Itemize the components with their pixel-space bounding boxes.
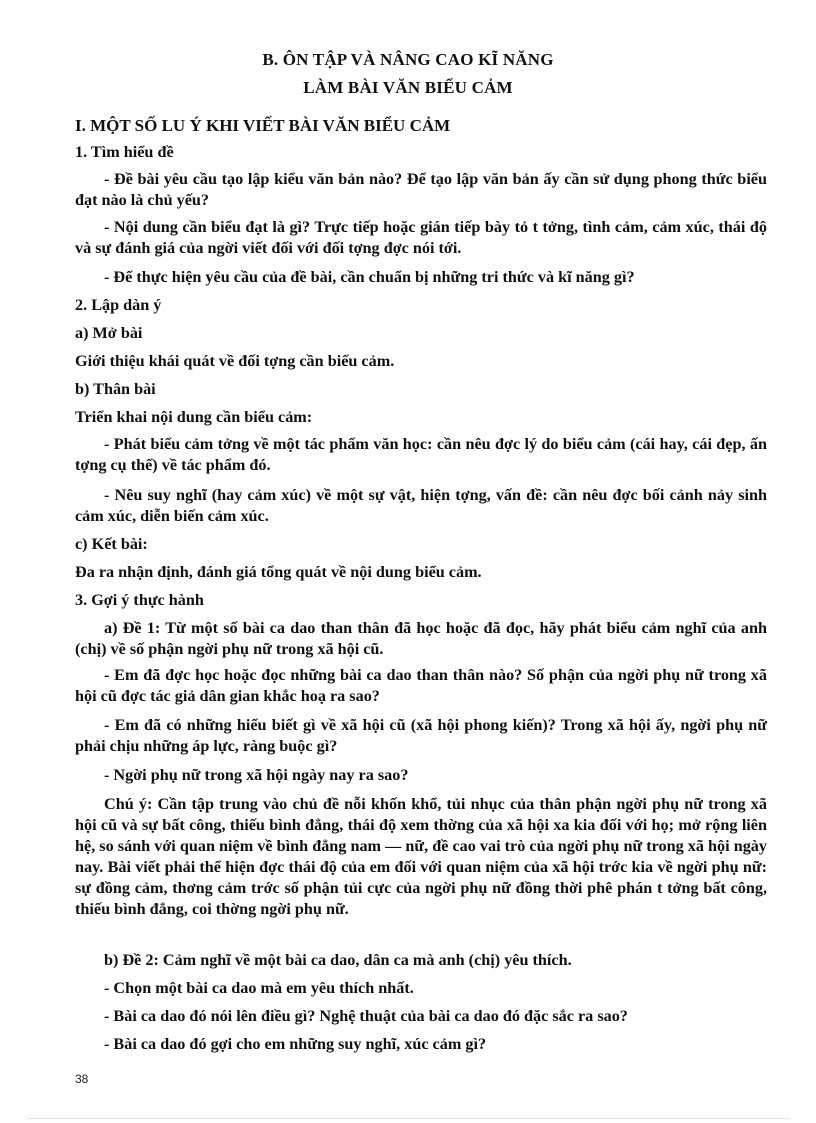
subheading: b) Thân bài <box>75 380 156 398</box>
paragraph: - Ngời phụ nữ trong xã hội ngày nay ra sao? <box>104 766 409 784</box>
paragraph: - Nêu suy nghĩ (hay cảm xúc) về một sự vật, hiện tợng, vấn đề: cần nêu đợc bối cảnh nảy sinh cảm xúc, diễn biến cảm xúc. <box>75 486 767 525</box>
paragraph: - Nội dung cần biểu đạt là gì? Trực tiếp hoặc gián tiếp bày tỏ t tởng, tình cảm, cảm xúc, thái độ và sự đánh giá của ngời viết đối với đối tợng đợc nói tới. <box>75 218 767 257</box>
section-heading: I. MỘT SỐ LU Ý KHI VIẾT BÀI VĂN BIỂU CẢM <box>75 116 451 135</box>
title-line-1: B. ÔN TẬP VÀ NÂNG CAO KĨ NĂNG <box>262 50 554 69</box>
note-paragraph: Chú ý: Cần tập trung vào chủ đề nỗi khốn khổ, tủi nhục của thân phận ngời phụ nữ trong xã hội cũ và sự bất công, thiếu bình đẳng, thái độ xem thờng của xã hội xa kia đối với họ; mở rộng liên hệ, so sánh với quan niệm về bình đẳng nam — nữ, đề cao vai trò của ngời phụ nữ trong xã hội ngày nay. Bài viết phải thể hiện đợc thái độ của em đối với quan niệm của xã hội trớc kia về ngời phụ nữ: sự đồng cảm, thơng cảm trớc số phận tủi cực của ngời phụ nữ đồng thời phê phán t tởng bất công, thiếu bình đẳng, coi thờng ngời phụ nữ. <box>75 795 767 918</box>
paragraph: - Bài ca dao đó nói lên điều gì? Nghệ thuật của bài ca dao đó đặc sắc ra sao? <box>104 1007 628 1025</box>
paragraph: Đa ra nhận định, đánh giá tổng quát về nội dung biểu cảm. <box>75 563 482 581</box>
subheading: a) Mở bài <box>75 324 143 342</box>
subheading: b) Đề 2: Cảm nghĩ về một bài ca dao, dân ca mà anh (chị) yêu thích. <box>104 951 572 969</box>
paragraph: a) Đề 1: Từ một số bài ca dao than thân đã học hoặc đã đọc, hãy phát biểu cảm nghĩ của anh (chị) về số phận ngời phụ nữ trong xã hội cũ. <box>75 619 767 658</box>
paragraph: - Để thực hiện yêu cầu của đề bài, cần chuẩn bị những tri thức và kĩ năng gì? <box>104 268 635 286</box>
paragraph: - Em đã có những hiểu biết gì về xã hội cũ (xã hội phong kiến)? Trong xã hội ấy, ngời phụ nữ phải chịu những áp lực, ràng buộc gì? <box>75 716 767 755</box>
subheading: c) Kết bài: <box>75 535 148 553</box>
paragraph: - Em đã đợc học hoặc đọc những bài ca dao than thân nào? Số phận của ngời phụ nữ trong xã hội cũ đợc tác giả dân gian khắc hoạ ra sao? <box>75 666 767 705</box>
paragraph: - Bài ca dao đó gợi cho em những suy nghĩ, xúc cảm gì? <box>104 1035 487 1053</box>
paragraph: - Đề bài yêu cầu tạo lập kiểu văn bản nào? Để tạo lập văn bản ấy cần sử dụng phong thức biểu đạt nào là chủ yếu? <box>75 170 767 209</box>
paragraph: Triển khai nội dung cần biểu cảm: <box>75 408 313 426</box>
title-line-2: LÀM BÀI VĂN BIỂU CẢM <box>303 78 513 97</box>
paragraph: - Phát biểu cảm tởng về một tác phẩm văn học: cần nêu đợc lý do biểu cảm (cái hay, cái đẹp, ấn tợng cụ thể) về tác phẩm đó. <box>75 435 767 474</box>
page-number: 38 <box>75 1072 89 1086</box>
paragraph: Giới thiệu khái quát về đối tợng cần biểu cảm. <box>75 352 395 370</box>
paragraph: - Chọn một bài ca dao mà em yêu thích nhất. <box>104 979 414 997</box>
page-bottom-divider <box>28 1118 788 1119</box>
subheading: 2. Lập dàn ý <box>75 296 162 314</box>
subheading: 3. Gợi ý thực hành <box>75 591 204 609</box>
subheading: 1. Tìm hiểu đề <box>75 143 174 161</box>
